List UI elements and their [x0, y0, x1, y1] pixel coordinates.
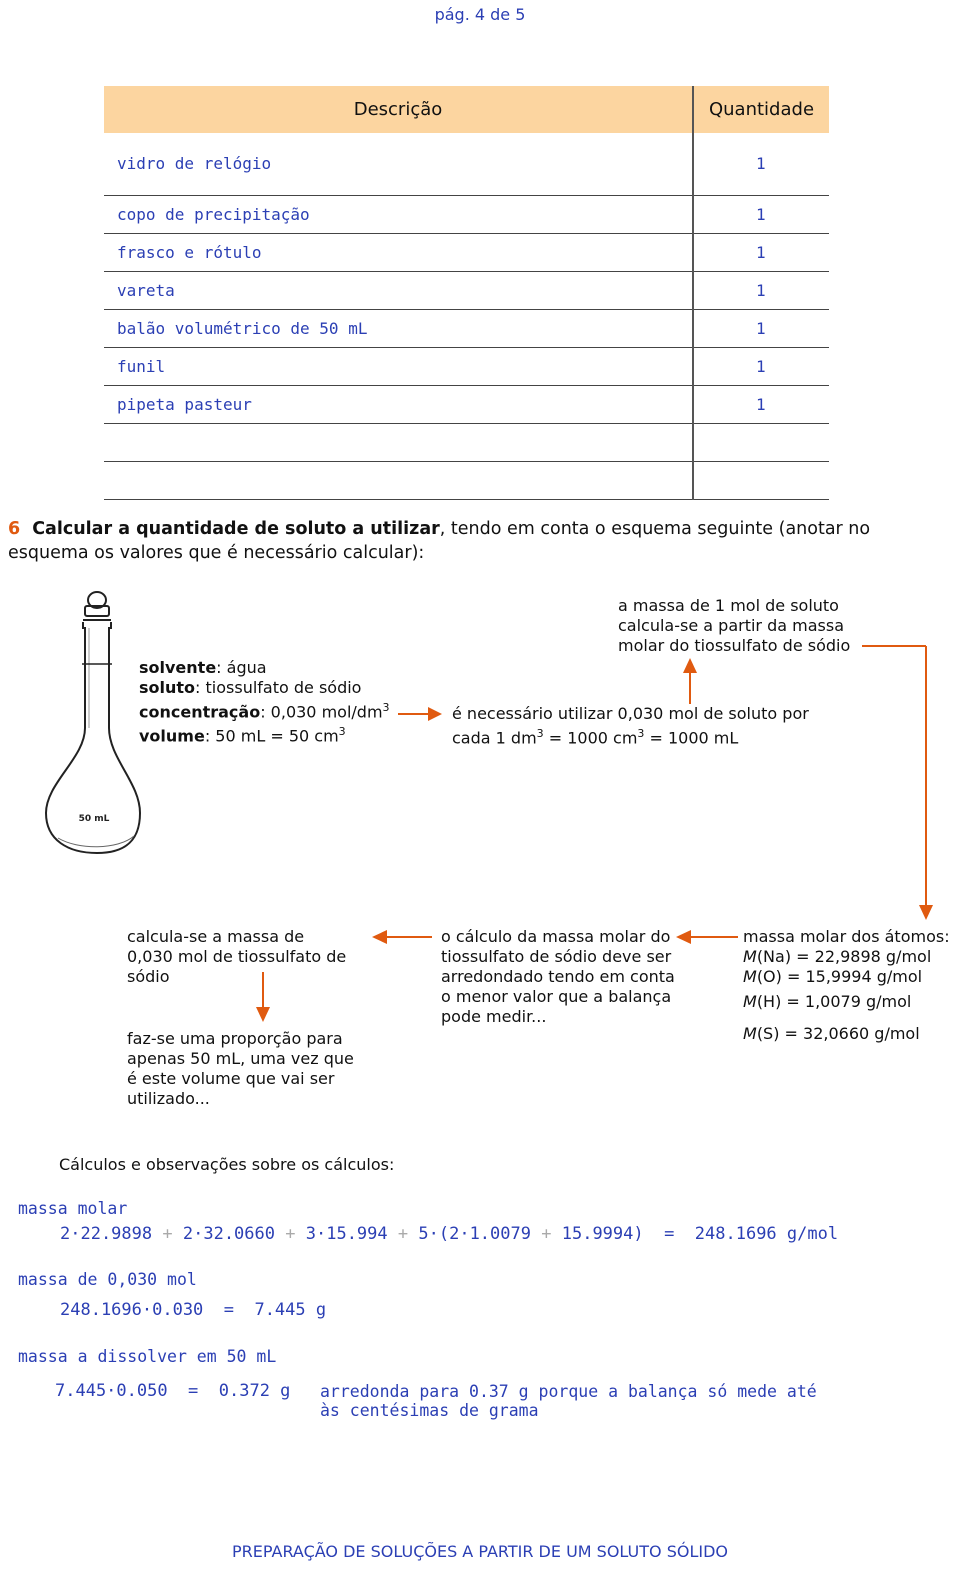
- calc-title: Cálculos e observações sobre os cálculos:: [59, 1155, 395, 1174]
- question-bold: Calcular a quantidade de soluto a utilizar: [32, 519, 440, 539]
- flask-label: 50 mL: [78, 814, 110, 824]
- row-description: balão volumétrico de 50 mL: [104, 309, 693, 347]
- page-number: pág. 4 de 5: [434, 5, 526, 24]
- atom-o: M(O) = 15,9994 g/mol: [743, 967, 923, 986]
- row-description: pipeta pasteur: [104, 385, 693, 423]
- volume-line: volume: 50 mL = 50 $cm^3$: [139, 725, 346, 746]
- row-quantity: 1: [693, 233, 829, 271]
- calc-equation-1: 2·22.9898 + 2·32.0660 + 3·15.994 + 5·(2·1.0079 + 15.9994) = 248.1696 g/mol: [60, 1224, 839, 1244]
- solvente-line: solvente: água: [139, 658, 267, 677]
- row-description: copo de precipitação: [104, 195, 693, 233]
- row-description: vidro de relógio: [104, 133, 693, 195]
- atom-s: M(S) = 32,0660 g/mol: [743, 1024, 920, 1043]
- row-quantity: 1: [693, 347, 829, 385]
- row-quantity: 1: [693, 271, 829, 309]
- header-descricao: Descrição: [104, 86, 693, 133]
- page-footer: PREPARAÇÃO DE SOLUÇÕES A PARTIR DE UM SOLUTO SÓLIDO: [232, 1542, 728, 1561]
- row-quantity: 1: [693, 385, 829, 423]
- row-description: funil: [104, 347, 693, 385]
- row-description: frasco e rótulo: [104, 233, 693, 271]
- atom-na: M(Na) = 22,9898 g/mol: [743, 947, 932, 966]
- row-description: vareta: [104, 271, 693, 309]
- concentracao-line: concentração: 0,030 mol/$dm^3$: [139, 701, 390, 722]
- calc-note: arredonda para 0.37 g porque a balança só mede até às centésimas de grama: [320, 1382, 817, 1420]
- necessario-text: é necessário utilizar 0,030 mol de soluto por cada 1 $dm^3 = 1000$ $cm^3 = 1000$ mL: [452, 704, 809, 748]
- calc-heading-massa-molar: massa molar: [18, 1199, 128, 1218]
- row-quantity: 1: [693, 133, 829, 195]
- proporcao-text: faz-se uma proporção para apenas 50 mL, uma vez que é este volume que vai ser utilizado...: [127, 1029, 354, 1108]
- question-text: , tendo em conta o esquema seguinte (anotar no esquema os valores que é necessário calcular):: [8, 519, 871, 563]
- massa-mol-text: a massa de 1 mol de soluto calcula-se a partir da massa molar do tiossulfato de sódio: [618, 596, 851, 655]
- calcula-massa-text: calcula-se a massa de 0,030 mol de tiossulfato de sódio: [127, 927, 347, 986]
- row-quantity: 1: [693, 309, 829, 347]
- atom-h: M(H) = 1,0079 g/mol: [743, 992, 912, 1011]
- calc-heading-massa-mol: massa de 0,030 mol: [18, 1270, 197, 1289]
- calc-equation-2: 248.1696·0.030 = 7.445 g: [60, 1300, 327, 1320]
- calc-equation-3: 7.445·0.050 = 0.372 g: [55, 1381, 291, 1401]
- header-quantidade: Quantidade: [693, 86, 829, 133]
- calculo-massa-molar-text: o cálculo da massa molar do tiossulfato de sódio deve ser arredondado tendo em conta o menor valor que a balança pode medir...: [441, 927, 675, 1026]
- massa-molar-atomos: massa molar dos átomos: M(Na) = 22,9898 g/mol M(O) = 15,9994 g/mol M(H) = 1,0079 g/mol M(S) = 32,0660 g/mol: [743, 927, 950, 1043]
- question-number: 6: [8, 519, 21, 539]
- soluto-line: soluto: tiossulfato de sódio: [139, 678, 362, 697]
- row-quantity: 1: [693, 195, 829, 233]
- calc-heading-dissolver: massa a dissolver em 50 mL: [18, 1347, 277, 1366]
